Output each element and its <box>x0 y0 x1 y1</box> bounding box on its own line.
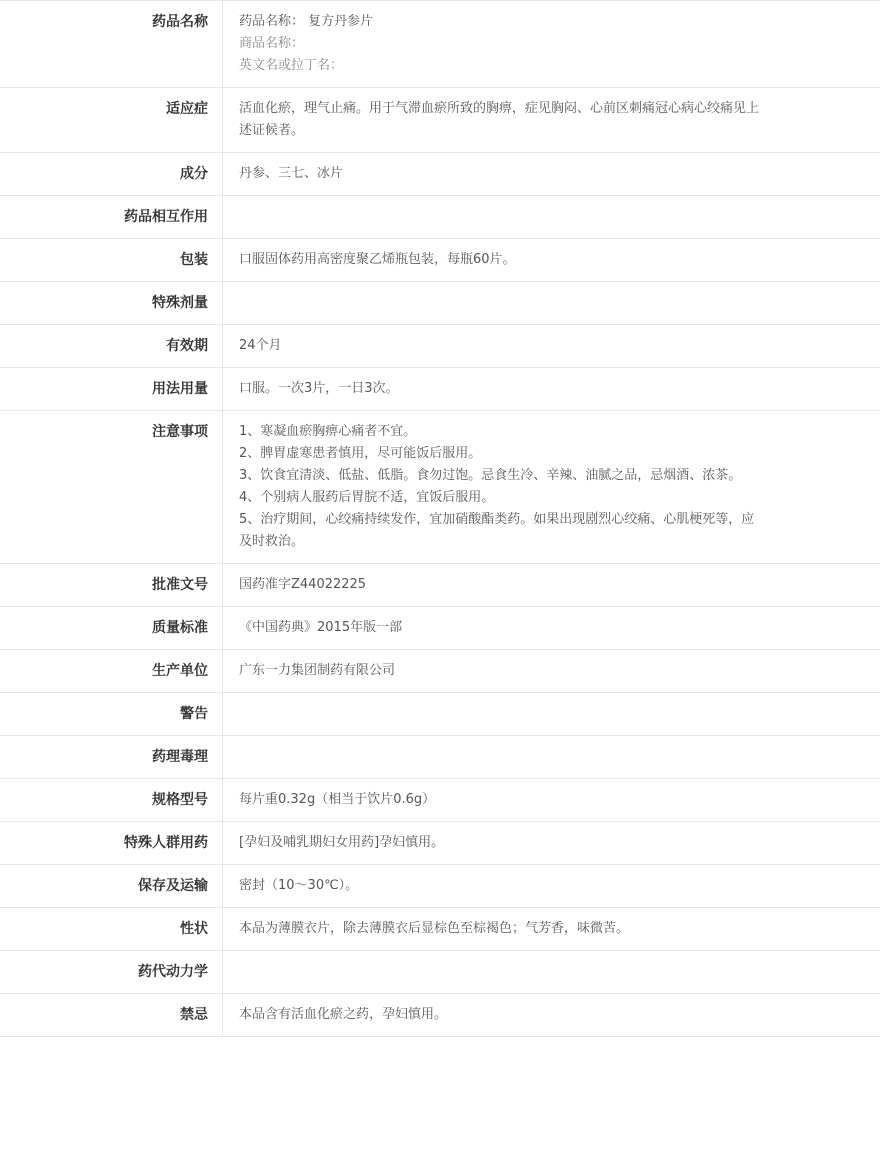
table-row <box>0 368 880 411</box>
row-value-line: 口服。一次3片，一日3次。 <box>239 378 868 400</box>
row-value-line: 密封（10～30℃）。 <box>239 875 868 897</box>
table-row <box>0 564 880 607</box>
table-row <box>0 951 880 994</box>
row-value-line: 本品为薄膜衣片，除去薄膜衣后显棕色至棕褐色；气芳香，味微苦。 <box>239 918 868 940</box>
table-row <box>0 607 880 650</box>
row-value <box>223 239 880 282</box>
table-row <box>0 325 880 368</box>
table-row <box>0 908 880 951</box>
table-row <box>0 88 880 153</box>
row-value <box>223 282 880 325</box>
row-value <box>223 994 880 1037</box>
table-row <box>0 1 880 88</box>
row-value-line: 商品名称： <box>239 33 868 55</box>
row-label: 药代动力学 <box>0 951 223 994</box>
table-row <box>0 865 880 908</box>
table-row <box>0 994 880 1037</box>
row-label: 保存及运输 <box>0 865 223 908</box>
row-label: 性状 <box>0 908 223 951</box>
row-label: 质量标准 <box>0 607 223 650</box>
row-value <box>223 325 880 368</box>
row-label: 成分 <box>0 153 223 196</box>
table-row <box>0 239 880 282</box>
row-value <box>223 368 880 411</box>
row-value <box>223 865 880 908</box>
row-value-line: 及时救治。 <box>239 531 868 553</box>
row-label: 药理毒理 <box>0 736 223 779</box>
row-value-line: 本品含有活血化瘀之药，孕妇慎用。 <box>239 1004 868 1026</box>
row-value-line: 3、饮食宜清淡、低盐、低脂。食勿过饱。忌食生冷、辛辣、油腻之品，忌烟酒、浓茶。 <box>239 465 868 487</box>
table-row <box>0 282 880 325</box>
row-value <box>223 779 880 822</box>
row-value <box>223 736 880 779</box>
row-value-line: 1、寒凝血瘀胸痹心痛者不宜。 <box>239 421 868 443</box>
row-value-line: 药品名称： 复方丹参片 <box>239 11 868 33</box>
table-row <box>0 736 880 779</box>
row-label: 注意事项 <box>0 411 223 564</box>
row-label: 有效期 <box>0 325 223 368</box>
table-row <box>0 693 880 736</box>
row-value-line: [孕妇及哺乳期妇女用药]孕妇慎用。 <box>239 832 868 854</box>
table-row <box>0 650 880 693</box>
drug-info-table-body <box>0 1 880 1037</box>
table-row <box>0 779 880 822</box>
row-label: 生产单位 <box>0 650 223 693</box>
row-value <box>223 650 880 693</box>
row-value-line: 国药准字Z44022225 <box>239 574 868 596</box>
row-value-line: 活血化瘀，理气止痛。用于气滞血瘀所致的胸痹，症见胸闷、心前区刺痛冠心病心绞痛见上 <box>239 98 868 120</box>
row-value <box>223 951 880 994</box>
row-value-line: 2、脾胃虚寒患者慎用，尽可能饭后服用。 <box>239 443 868 465</box>
row-label: 用法用量 <box>0 368 223 411</box>
row-label: 警告 <box>0 693 223 736</box>
row-value-line: 《中国药典》2015年版一部 <box>239 617 868 639</box>
table-row <box>0 411 880 564</box>
row-label: 批准文号 <box>0 564 223 607</box>
row-value-line: 述证候者。 <box>239 120 868 142</box>
row-value-line: 丹参、三七、冰片 <box>239 163 868 185</box>
row-value <box>223 196 880 239</box>
row-label: 特殊剂量 <box>0 282 223 325</box>
row-value-line: 4、个别病人服药后胃脘不适，宜饭后服用。 <box>239 487 868 509</box>
row-value <box>223 822 880 865</box>
row-label: 特殊人群用药 <box>0 822 223 865</box>
row-value-line: 口服固体药用高密度聚乙烯瓶包装，每瓶60片。 <box>239 249 868 271</box>
row-value-line: 24个月 <box>239 335 868 357</box>
table-row <box>0 196 880 239</box>
row-value <box>223 88 880 153</box>
row-label: 规格型号 <box>0 779 223 822</box>
row-label: 禁忌 <box>0 994 223 1037</box>
table-row <box>0 822 880 865</box>
row-value <box>223 693 880 736</box>
row-value <box>223 607 880 650</box>
row-label: 药品相互作用 <box>0 196 223 239</box>
row-value <box>223 564 880 607</box>
row-value-line: 英文名或拉丁名： <box>239 55 868 77</box>
row-label: 包装 <box>0 239 223 282</box>
page-bottom-spacer <box>0 1037 880 1157</box>
row-value <box>223 908 880 951</box>
row-value-line: 5、治疗期间，心绞痛持续发作，宜加硝酸酯类药。如果出现剧烈心绞痛、心肌梗死等，应 <box>239 509 868 531</box>
row-label: 药品名称 <box>0 1 223 88</box>
row-value <box>223 153 880 196</box>
table-row <box>0 153 880 196</box>
row-value <box>223 1 880 88</box>
row-value-line: 广东一力集团制药有限公司 <box>239 660 868 682</box>
row-label: 适应症 <box>0 88 223 153</box>
row-value-line: 每片重0.32g（相当于饮片0.6g） <box>239 789 868 811</box>
row-value <box>223 411 880 564</box>
